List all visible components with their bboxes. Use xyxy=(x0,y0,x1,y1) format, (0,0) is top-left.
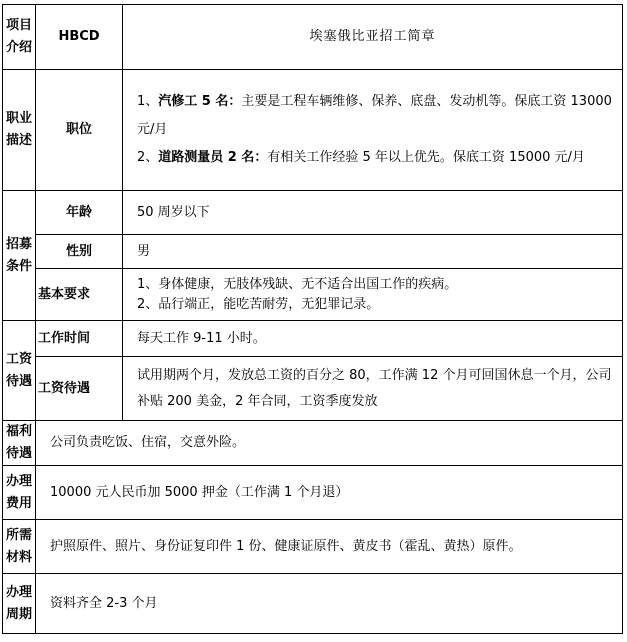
recruit-conditions-label: 招募条件 xyxy=(3,191,36,321)
age-value: 50 周岁以下 xyxy=(123,191,623,235)
age-label: 年龄 xyxy=(36,191,123,235)
job-item-2-name: 道路测量员 2 名： xyxy=(158,150,268,165)
pay-row xyxy=(3,357,623,421)
job-row xyxy=(3,70,623,191)
job-description-label: 职业描述 xyxy=(3,70,36,191)
header-row xyxy=(3,5,623,70)
period-row xyxy=(3,574,623,634)
materials-value: 护照原件、照片、身份证复印件 1 份、健康证原件、黄皮书（霍乱、黄热）原件。 xyxy=(36,520,623,574)
basic-requirements-value xyxy=(123,269,623,321)
period-label: 办理周期 xyxy=(3,574,36,634)
position-label: 职位 xyxy=(36,70,123,191)
requirement-item: 1、身体健康，无肢体残缺、无不适合出国工作的疾病。 xyxy=(137,276,458,292)
position-details xyxy=(123,70,623,191)
welfare-value: 公司负责吃饭、住宿，交意外险。 xyxy=(36,421,623,466)
welfare-row xyxy=(3,421,623,466)
gender-value: 男 xyxy=(123,235,623,269)
gender-row xyxy=(3,235,623,269)
basic-requirements-label: 基本要求 xyxy=(36,269,123,321)
job-item-2: 2、道路测量员 2 名：有相关工作经验 5 年以上优先。保底工资 15000 元/月 xyxy=(137,150,585,165)
fee-value: 10000 元人民币加 5000 押金（工作满 1 个月退） xyxy=(36,466,623,520)
wage-label: 工资待遇 xyxy=(3,321,36,421)
requirement-item: 2、品行端正，能吃苦耐劳，无犯罪记录。 xyxy=(137,296,380,312)
project-intro-label: 项目介绍 xyxy=(3,5,36,70)
period-value: 资料齐全 2-3 个月 xyxy=(36,574,623,634)
work-hours-value: 每天工作 9-11 小时。 xyxy=(123,321,623,357)
materials-row xyxy=(3,520,623,574)
pay-value: 试用期两个月，发放总工资的百分之 80，工作满 12 个月可回国休息一个月，公司补贴 200 美金，2 年合同，工资季度发放 xyxy=(123,357,623,421)
company-code: HBCD xyxy=(36,5,123,70)
hours-row xyxy=(3,321,623,357)
age-row xyxy=(3,191,623,235)
materials-label: 所需材料 xyxy=(3,520,36,574)
welfare-label: 福利待遇 xyxy=(3,421,36,466)
pay-label: 工资待遇 xyxy=(36,357,123,421)
job-item-1-name: 汽修工 5 名： xyxy=(158,94,242,109)
requirements-row xyxy=(3,269,623,321)
page-title: 埃塞俄比亚招工简章 xyxy=(123,5,623,70)
recruitment-table xyxy=(2,4,623,634)
job-item-1: 1、汽修工 5 名：主要是工程车辆维修、保养、底盘、发动机等。保底工资 13000 元/月 xyxy=(137,94,612,137)
gender-label: 性别 xyxy=(36,235,123,269)
fee-label: 办理费用 xyxy=(3,466,36,520)
work-hours-label: 工作时间 xyxy=(36,321,123,357)
fee-row xyxy=(3,466,623,520)
